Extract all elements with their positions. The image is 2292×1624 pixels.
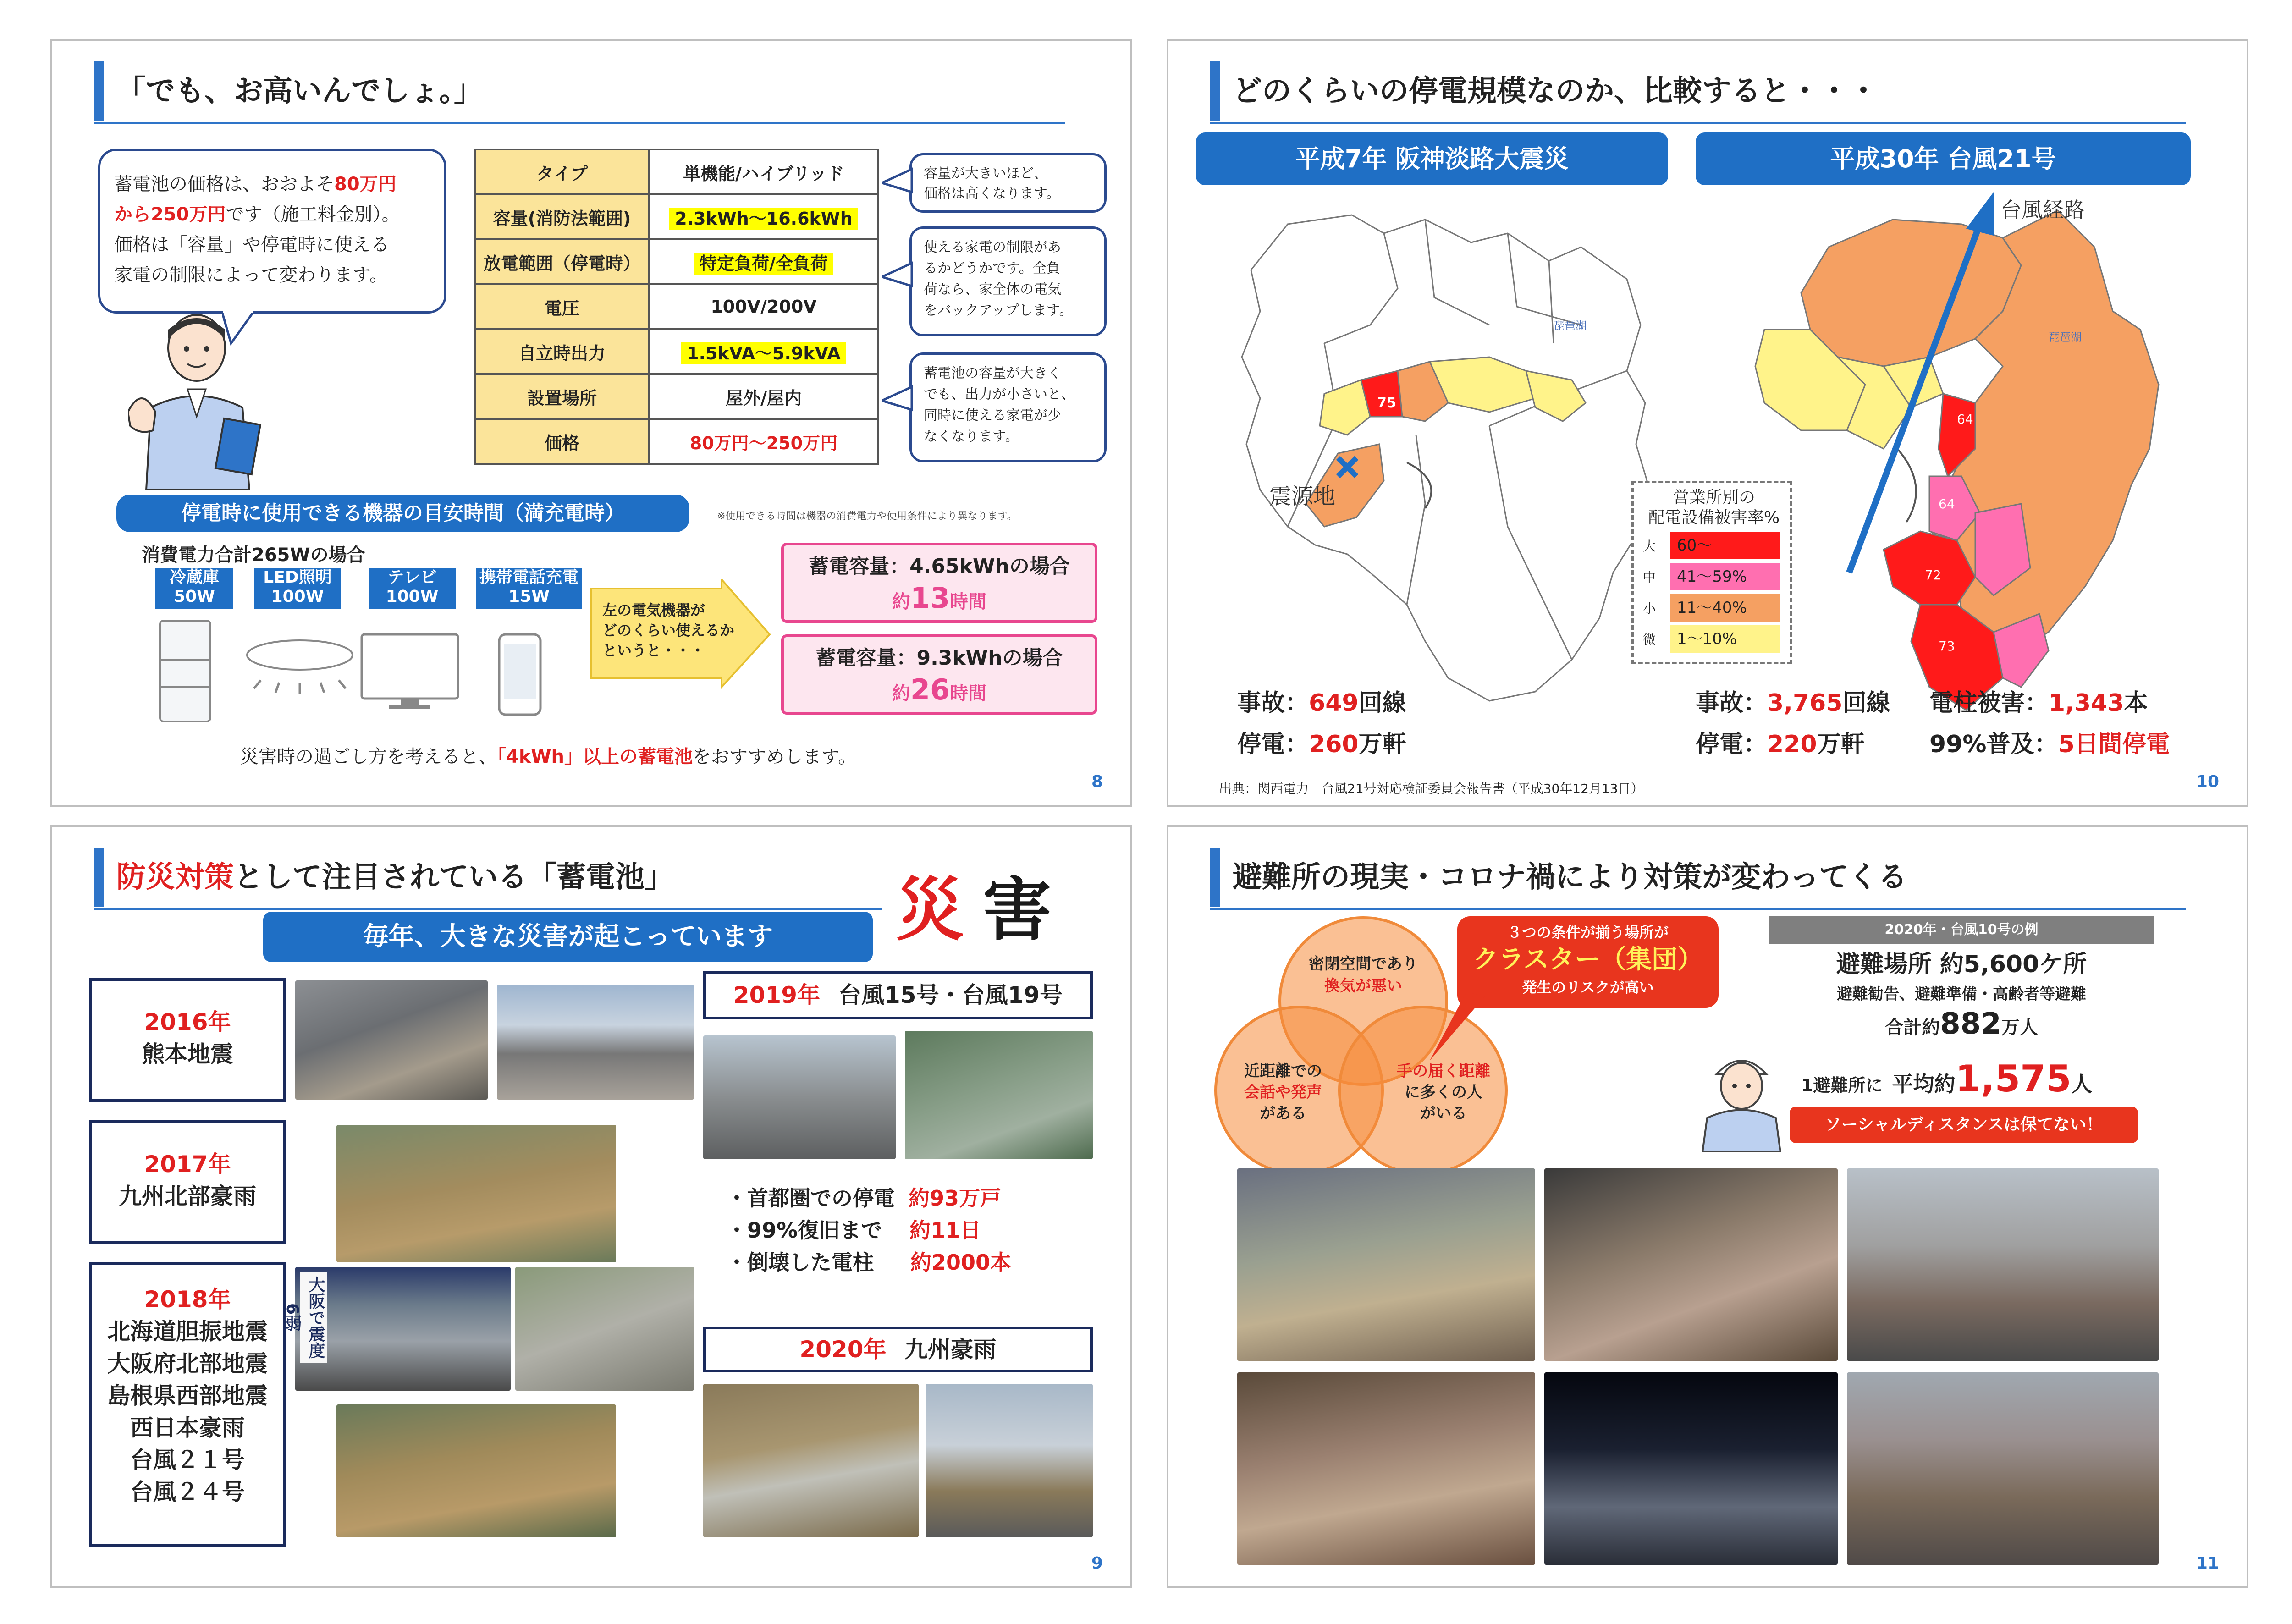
bubble-text: 蓄電池の価格は、おおよそ [114,174,334,195]
legend-swatch: 11～40% [1670,594,1780,622]
calligraphy-char: 災 [896,870,965,950]
shelter-count [1746,948,2177,980]
spec-value-text: 80万円～250万円 [689,433,838,453]
ceiling-light-icon [242,637,357,696]
social-distance-warning: ソーシャルディスタンスは保てない！ [1790,1107,2138,1143]
year-2016-box [89,978,286,1102]
note-text: るかどうかです。全負 [924,260,1060,276]
event-label: 台風２１号 [130,1447,245,1473]
title-highlight: 防災対策 [116,860,234,894]
bullet-label: ・倒壊した電柱 [726,1250,874,1275]
cluster-line: 発生のリスクが高い [1522,979,1654,996]
kyushu-flood-photo [336,1125,616,1262]
bullet-row [726,1182,1011,1214]
spec-value-text: 1.5kVA～5.9kVA [681,342,846,364]
stat-value: 260 [1309,731,1359,758]
recommendation-text [240,742,856,768]
title-rest: として注目されている「蓄電池」 [234,860,674,894]
device-name: 携帯電話充電 [479,568,579,587]
result-box-small [781,543,1097,623]
slide-11 [1167,825,2248,1588]
note-text: 蓄電池の容量が大きく [924,365,1061,381]
spec-key: 容量(消防法範囲) [475,194,649,239]
device-label-phone [476,568,582,609]
title-underline [94,122,1065,124]
disaster-banner: 毎年、大きな災害が起こっています [263,912,873,962]
spec-value [649,194,878,239]
note-text: をバックアップします。 [924,303,1073,319]
spec-value [649,149,878,194]
staff-person-icon [128,307,279,490]
disaster-calligraphy [896,854,1052,953]
spec-value [649,284,878,329]
event-label: 北海道胆振地震 [107,1318,268,1345]
spec-value [649,329,878,374]
bubble-text: 家電の制限によって変わります。 [114,264,388,286]
legend-title: 営業所別の [1672,488,1755,507]
title-underline [1210,122,2186,124]
stat-value: 220 [1767,731,1817,758]
average-post: 人 [2071,1072,2093,1096]
bullet-value: 約11日 [909,1218,981,1243]
aerial-damage-photo [905,1031,1093,1159]
outdoor-crowd-photo [1847,1168,2159,1361]
result-prefix: 約 [892,591,910,612]
page-number: 10 [2196,772,2219,791]
map-damage-value: 72 [1925,567,1941,583]
spec-key: 放電範囲（停電時） [475,239,649,284]
lake-label: 琵琶湖 [1554,319,1587,332]
event-label: 大阪府北部地震 [107,1350,268,1377]
stat-value: 1,343 [2049,689,2124,717]
note-text: でも、出力が小さいと、 [924,386,1075,402]
shelter-pre: 避難場所 約 [1836,951,1964,978]
spec-value [649,239,878,284]
osaka-tv-news-photo [295,1267,511,1391]
total-pre: 合計約 [1885,1017,1940,1038]
west-japan-flood-photo [336,1404,616,1537]
stat-label: 電柱被害： [1929,689,2049,717]
bullet-value: 約93万戸 [909,1186,1002,1211]
result-label: 蓄電容量：9.3kWhの場合 [815,646,1063,670]
hanshin-damage-map [1233,206,1664,710]
evacuee-total [1746,1006,2177,1050]
venn-line: 換気が悪い [1324,977,1402,995]
stat-label: 停電： [1696,731,1768,758]
parking-lot-crowd-photo [1847,1372,2159,1565]
shelter-post: ケ所 [2039,951,2087,978]
shelter-num: 5,600 [1963,951,2039,978]
title-underline [94,908,882,910]
capacity-note [909,153,1107,213]
venn-line: 密閉空間であり [1309,955,1418,973]
total-num: 882 [1940,1007,2001,1041]
stat-value: 649 [1309,689,1359,717]
recommend-post: をおすすめします。 [693,746,857,767]
event-label: 島根県西部地震 [107,1382,268,1409]
table-row [475,239,878,284]
slide-8 [50,39,1132,807]
typhoon-2019-bullets [726,1182,1011,1278]
example-banner: 2020年・台風10号の例 [1769,916,2154,944]
spec-key: 価格 [475,419,649,464]
venn-line: がある [1260,1104,1306,1123]
arrow-text-line: というと・・・ [602,642,705,659]
result-hours: 26 [910,673,950,706]
fridge-icon [155,618,215,724]
arrow-text-line: 左の電気機器が [602,601,705,619]
bullet-label: ・首都圏での停電 [726,1186,895,1211]
page-number: 9 [1091,1554,1103,1573]
result-hours: 13 [910,581,950,615]
note-text: 荷なら、家全体の電気 [924,281,1061,297]
note-pointer [882,382,914,419]
legend-size: 小 [1643,601,1656,616]
title-underline [1210,908,2186,910]
slide-title: どのくらいの停電規模なのか、比較すると・・・ [1233,74,1878,108]
stat-unit: 本 [2124,689,2148,717]
device-label-tv [369,568,456,609]
note-text: 同時に使える家電が少 [924,407,1061,424]
spec-key: タイプ [475,149,649,194]
hanshin-header: 平成7年 阪神淡路大震災 [1196,132,1668,185]
venn-line: 手の届く距離 [1397,1062,1490,1080]
spec-key: 設置場所 [475,374,649,419]
result-unit: 時間 [950,591,987,612]
event-label: 台風15号・台風19号 [838,982,1063,1008]
kyushu-2020-aerial-photo [703,1384,919,1537]
note-text: 価格は高くなります。 [924,186,1060,202]
shelter-sub: 避難勧告、避難準備・高齢者等避難 [1837,985,2086,1003]
section-note: ※使用できる時間は機器の消費電力や使用条件により異なります。 [717,511,1017,522]
note-pointer [882,165,914,201]
stat-row [1696,683,1890,724]
recommend-highlight: 「4kWh」以上の蓄電池 [497,746,693,767]
kumamoto-castle-photo [497,985,694,1100]
bullet-row [726,1214,1011,1246]
arrow-text [602,600,735,661]
spec-value-text: 屋外/屋内 [726,388,802,408]
arrow-text-line: どのくらい使えるか [602,622,735,639]
legend-size: 微 [1643,632,1656,647]
legend-size: 中 [1643,570,1656,585]
stat-row [1696,724,1890,765]
bullet-label: ・99%復旧まで [726,1218,882,1243]
spec-value [649,374,878,419]
device-name: LED照明 [263,568,332,587]
map-damage-value: 73 [1939,639,1955,654]
hanshin-stats [1237,683,1406,765]
stat-unit: 回線 [1842,689,1890,717]
typhoon21-header: 平成30年 台風21号 [1696,132,2191,185]
table-row [475,374,878,419]
spec-value-text: 100V/200V [711,297,817,317]
kyushu-2020-box [703,1327,1093,1372]
bullet-row [726,1246,1011,1278]
note-pointer [882,259,914,295]
slide-9 [50,825,1132,1588]
stat-row [1237,724,1406,765]
kumamoto-collapsed-house-photo [295,980,488,1100]
price-speech-bubble [98,149,446,314]
result-box-large [781,634,1097,715]
legend-size: 大 [1643,539,1656,554]
page-number: 11 [2196,1554,2219,1573]
spec-key: 電圧 [475,284,649,329]
venn-text-closed [1283,953,1444,997]
stat-label: 99%普及： [1929,731,2058,758]
stat-label: 事故： [1696,689,1768,717]
kyushu-2020-bridge-photo [926,1384,1093,1537]
venn-line: 会話や発声 [1244,1083,1322,1101]
event-label: 台風２４号 [130,1479,245,1505]
legend-swatch: 41～59% [1670,563,1780,590]
venn-line: がいる [1420,1104,1467,1123]
stat-value: 5日間停電 [2058,731,2170,758]
epicenter-label: 震源地 [1269,484,1336,509]
stat-unit: 万軒 [1817,731,1865,758]
note-text: 容量が大きいほど、 [924,165,1047,182]
page-number: 8 [1091,772,1103,791]
average-pre: 1避難所に [1801,1075,1883,1096]
event-label: 九州豪雨 [904,1336,997,1363]
map-damage-value: 64 [1939,496,1955,512]
slide-title [94,848,674,907]
bubble-text: 価格は「容量」や停電時に使える [114,234,389,255]
output-note [909,352,1107,462]
fallen-poles-photo [703,1035,896,1159]
tv-icon [357,630,463,712]
stat-label: 事故： [1237,689,1309,717]
result-prefix: 約 [892,683,910,704]
recommend-pre: 災害時の過ごし方を考えると、 [240,746,497,767]
device-watt: 100W [386,587,439,606]
result-unit: 時間 [950,683,987,704]
stat-value: 3,765 [1767,689,1843,717]
typhoon21-damage-map [1746,192,2195,719]
year-label: 2018年 [144,1286,231,1313]
cluster-callout [1457,916,1719,1008]
smartphone-icon [495,632,545,719]
event-label: 西日本豪雨 [130,1415,245,1441]
stat-row [1929,724,2170,765]
table-row [475,149,878,194]
table-row [475,194,878,239]
callout-pointer [1425,992,1485,1065]
device-name: テレビ [387,568,437,587]
legend-swatch: 60～ [1670,532,1780,559]
note-text: なくなります。 [924,429,1019,445]
venn-text-crowd [1384,1061,1503,1124]
bubble-red-text: から250万円 [114,204,226,225]
total-power-label: 消費電力合計265Wの場合 [142,545,365,566]
slide-title: 「でも、お高いんでしょ。」 [116,74,483,108]
average-per-shelter [1801,1058,2093,1110]
total-post: 万人 [2001,1017,2038,1038]
gym-floor-shelter-photo [1544,1168,1838,1361]
device-watt: 100W [271,587,324,606]
typhoon21-stats-right [1929,683,2170,765]
night-parking-lot-photo [1544,1372,1838,1565]
table-row [475,419,878,464]
stat-label: 停電： [1237,731,1309,758]
average-mid: 平均約 [1892,1072,1956,1096]
spec-key: 自立時出力 [475,329,649,374]
source-citation: 出典：関西電力 台風21号対応検証委員会報告書（平成30年12月13日） [1219,781,1644,796]
venn-text-close-talk [1223,1061,1343,1124]
device-name: 冷蔵庫 [169,568,219,587]
stat-row [1237,683,1406,724]
year-label: 2016年 [144,1009,231,1035]
map-damage-value: 64 [1957,412,1973,427]
typhoon-2019-box [703,971,1093,1019]
stat-unit: 万軒 [1358,731,1406,758]
event-label: 熊本地震 [142,1041,233,1068]
elderly-shelter-photo [1237,1372,1535,1565]
average-num: 1,575 [1955,1057,2072,1100]
stat-row [1929,683,2170,724]
year-label: 2019年 [733,982,820,1008]
spec-value-text: 特定負荷/全負荷 [694,253,833,275]
spec-value [649,419,878,464]
spec-value-text: 2.3kWh～16.6kWh [669,208,858,230]
slide-10 [1167,39,2248,807]
stat-unit: 回線 [1358,689,1406,717]
typhoon21-stats-left [1696,683,1890,765]
device-label-led [254,568,341,609]
result-label: 蓄電容量：4.65kWhの場合 [809,555,1070,578]
venn-line: 近距離での [1244,1062,1322,1080]
bullet-value: 約2000本 [910,1250,1012,1275]
device-watt: 50W [174,587,215,606]
cluster-line: ３つの条件が揃う場所が [1507,924,1669,941]
staff-person-icon [1696,1042,1787,1152]
event-label: 九州北部豪雨 [119,1183,256,1210]
table-row [475,329,878,374]
lake-label: 琵琶湖 [2049,331,2082,344]
battery-spec-table [474,149,879,465]
calligraphy-char: 害 [983,870,1052,950]
collapsed-wall-photo [515,1267,694,1391]
device-label-fridge [155,568,233,609]
bubble-red-text: 80万円 [334,174,397,195]
cluster-highlight: クラスター（集団） [1472,945,1703,974]
year-2018-box [89,1262,286,1547]
tv-caption: 大阪で震度6弱 [300,1272,327,1363]
venn-line: に多くの人 [1405,1083,1482,1101]
bubble-text: です（施工料金別）。 [226,204,400,225]
legend-swatch: 1～10% [1670,625,1780,653]
section-title: 停電時に使用できる機器の目安時間（満充電時） [116,495,689,532]
note-text: 使える家電の制限があ [924,239,1061,255]
typhoon-route-label: 台風経路 [2000,198,2085,222]
year-label: 2020年 [799,1336,887,1363]
table-row [475,284,878,329]
legend-title: 配電設備被害率% [1648,508,1780,527]
crowded-shelter-photo [1237,1168,1535,1361]
device-watt: 15W [508,587,550,606]
map-damage-value: 75 [1377,395,1396,411]
year-2017-box [89,1120,286,1244]
discharge-note [909,226,1107,336]
slide-title: 避難所の現実・コロナ禍により対策が変わってくる [1233,860,1907,894]
spec-value-text: 単機能/ハイブリッド [683,163,844,184]
year-label: 2017年 [144,1151,231,1178]
